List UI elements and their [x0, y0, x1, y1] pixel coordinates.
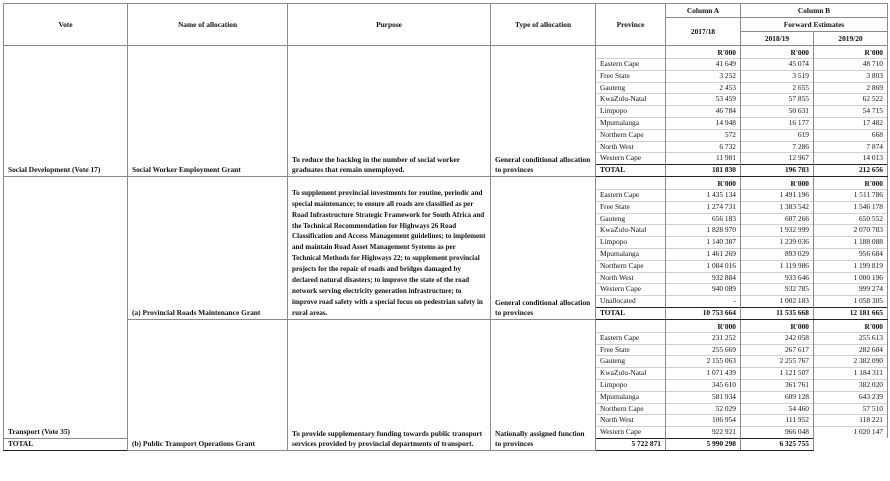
value-2017-18: 53 459	[666, 94, 741, 106]
allocation-table	[3, 3, 888, 451]
value-2018-19: 1 491 196	[741, 189, 814, 201]
value-2017-18: 1 828 970	[666, 225, 741, 237]
value-2018-19: 932 785	[741, 284, 814, 296]
value-2019-20: 282 604	[814, 344, 888, 356]
value-2017-18: 656 183	[666, 213, 741, 225]
total-2018-19: 5 990 298	[666, 438, 741, 450]
value-2017-18: 572	[666, 129, 741, 141]
province-name: Eastern Cape	[596, 332, 666, 344]
table-body	[4, 46, 888, 451]
province-name: Gauteng	[596, 213, 666, 225]
value-2019-20: 1 058 305	[814, 296, 888, 308]
value-2017-18: 2 453	[666, 82, 741, 94]
header-year-a: 2017/18	[666, 18, 741, 46]
province-blank	[596, 319, 666, 332]
value-2018-19: 16 177	[741, 117, 814, 129]
value-2017-18: 14 948	[666, 117, 741, 129]
value-2017-18: 1 084 016	[666, 260, 741, 272]
province-name: Free State	[596, 201, 666, 213]
value-2018-19: 609 128	[741, 391, 814, 403]
province-name: Northern Cape	[596, 403, 666, 415]
value-2018-19: 607 266	[741, 213, 814, 225]
province-name: Limpopo	[596, 379, 666, 391]
value-2018-19: 267 617	[741, 344, 814, 356]
total-label: TOTAL	[596, 165, 666, 177]
value-2018-19: 893 029	[741, 248, 814, 260]
allocation-purpose: To supplement provincial investments for routine, periodic and special maintenance; to ensure all roads are classified as per Road Infrastructure Strategic Framework for South Africa and the Technical Recommendation for Highways 26 Road Classification and Access Management guidelines; to implement and maintain Road Asset Management Systems as per Technical Methods for Highways 22; to supplement provincial projects for the repair of roads and bridges damaged by declared natural disasters; to improve the state of the road network serving electricity generation infrastructure; to improve road safety with a special focus on pedestrian safety in rural areas.	[288, 176, 491, 319]
unit-label: R'000	[666, 176, 741, 189]
value-2019-20: 54 715	[814, 106, 888, 118]
value-2019-20: 3 803	[814, 70, 888, 82]
value-2019-20: 643 239	[814, 391, 888, 403]
value-2019-20: 118 221	[814, 415, 888, 427]
allocation-type: Nationally assigned function to provinces	[491, 319, 596, 450]
value-2018-19: 57 855	[741, 94, 814, 106]
value-2017-18: 3 252	[666, 70, 741, 82]
value-2018-19: 1 932 999	[741, 225, 814, 237]
value-2019-20: 2 869	[814, 82, 888, 94]
province-blank	[596, 46, 666, 59]
value-2017-18: 6 732	[666, 141, 741, 153]
province-name: North West	[596, 141, 666, 153]
allocation-type: General conditional allocation to provinces	[491, 176, 596, 319]
allocation-name: Social Worker Employment Grant	[128, 46, 288, 177]
value-2018-19: 966 048	[741, 427, 814, 439]
value-2019-20: 1 020 147	[814, 427, 888, 439]
province-name: KwaZulu-Natal	[596, 368, 666, 380]
value-2019-20: 57 510	[814, 403, 888, 415]
province-name: Northern Cape	[596, 129, 666, 141]
value-2017-18: 1 071 439	[666, 368, 741, 380]
total-2018-19: 11 535 668	[741, 307, 814, 319]
value-2018-19: 242 058	[741, 332, 814, 344]
unit-row	[4, 46, 888, 59]
province-name: Mpumalanga	[596, 391, 666, 403]
header-province: Province	[596, 4, 666, 46]
province-name: Unallocated	[596, 296, 666, 308]
value-2019-20: 255 613	[814, 332, 888, 344]
value-2018-19: 54 460	[741, 403, 814, 415]
header-year-b2: 2019/20	[814, 32, 888, 46]
province-name: Limpopo	[596, 237, 666, 249]
unit-label: R'000	[741, 176, 814, 189]
unit-label: R'000	[741, 319, 814, 332]
value-2017-18: 581 934	[666, 391, 741, 403]
unit-row	[4, 176, 888, 189]
value-2019-20: 7 874	[814, 141, 888, 153]
value-2019-20: 62 522	[814, 94, 888, 106]
total-2019-20: 212 656	[814, 165, 888, 177]
value-2017-18: 106 954	[666, 415, 741, 427]
value-2019-20: 48 710	[814, 59, 888, 71]
unit-row	[4, 319, 888, 332]
value-2017-18: 345 610	[666, 379, 741, 391]
allocation-purpose: To reduce the backlog in the number of social worker graduates that remain unemployed.	[288, 46, 491, 177]
province-name: Limpopo	[596, 106, 666, 118]
vote-cell: Social Development (Vote 17)	[4, 46, 128, 177]
value-2018-19: 361 761	[741, 379, 814, 391]
unit-label: R'000	[814, 46, 888, 59]
province-name: Mpumalanga	[596, 117, 666, 129]
value-2019-20: 1 199 819	[814, 260, 888, 272]
value-2018-19: 1 119 986	[741, 260, 814, 272]
value-2018-19: 7 286	[741, 141, 814, 153]
header-year-b1: 2018/19	[741, 32, 814, 46]
allocation-table-container	[3, 3, 887, 451]
province-name: Western Cape	[596, 284, 666, 296]
value-2019-20: 2 382 090	[814, 356, 888, 368]
province-name: Western Cape	[596, 427, 666, 439]
value-2017-18: 2 155 063	[666, 356, 741, 368]
value-2019-20: 1 000 196	[814, 272, 888, 284]
value-2018-19: 1 121 507	[741, 368, 814, 380]
total-2017-18: 10 753 664	[666, 307, 741, 319]
header-column-b: Column B	[741, 4, 888, 18]
total-label: TOTAL	[596, 307, 666, 319]
unit-label: R'000	[666, 319, 741, 332]
allocation-type: General conditional allocation to provinces	[491, 46, 596, 177]
header-forward-estimates: Forward Estimates	[741, 18, 888, 32]
province-name: Mpumalanga	[596, 248, 666, 260]
province-name: Northern Cape	[596, 260, 666, 272]
value-2018-19: 12 967	[741, 153, 814, 165]
value-2019-20: 668	[814, 129, 888, 141]
province-name: Free State	[596, 70, 666, 82]
value-2019-20: 956 684	[814, 248, 888, 260]
value-2017-18: 41 649	[666, 59, 741, 71]
header-purpose: Purpose	[288, 4, 491, 46]
value-2019-20: 17 482	[814, 117, 888, 129]
province-name: North West	[596, 272, 666, 284]
province-name: KwaZulu-Natal	[596, 225, 666, 237]
value-2017-18: 1 140 387	[666, 237, 741, 249]
value-2017-18: 255 669	[666, 344, 741, 356]
value-2019-20: 382 020	[814, 379, 888, 391]
unit-label: R'000	[741, 46, 814, 59]
value-2019-20: 2 070 783	[814, 225, 888, 237]
total-2018-19: 196 783	[741, 165, 814, 177]
value-2017-18: 52 029	[666, 403, 741, 415]
province-name: Gauteng	[596, 356, 666, 368]
total-label: TOTAL	[4, 438, 128, 450]
value-2018-19: 45 074	[741, 59, 814, 71]
header-type: Type of allocation	[491, 4, 596, 46]
total-2017-18: 181 830	[666, 165, 741, 177]
value-2017-18: 231 252	[666, 332, 741, 344]
province-name: KwaZulu-Natal	[596, 94, 666, 106]
value-2019-20: 1 188 088	[814, 237, 888, 249]
total-2019-20: 12 181 665	[814, 307, 888, 319]
header-column-a: Column A	[666, 4, 741, 18]
value-2018-19: 1 239 036	[741, 237, 814, 249]
value-2017-18: 11 981	[666, 153, 741, 165]
allocation-name: (a) Provincial Roads Maintenance Grant	[128, 176, 288, 319]
value-2019-20: 1 546 178	[814, 201, 888, 213]
value-2017-18: 932 884	[666, 272, 741, 284]
value-2018-19: 1 383 542	[741, 201, 814, 213]
value-2017-18: 46 784	[666, 106, 741, 118]
value-2017-18: 1 461 269	[666, 248, 741, 260]
allocation-name: (b) Public Transport Operations Grant	[128, 319, 288, 450]
header-vote: Vote	[4, 4, 128, 46]
header-name: Name of allocation	[128, 4, 288, 46]
value-2018-19: 933 646	[741, 272, 814, 284]
value-2019-20: 1 511 786	[814, 189, 888, 201]
total-2019-20: 6 325 755	[741, 438, 814, 450]
province-name: Gauteng	[596, 82, 666, 94]
value-2019-20: 14 013	[814, 153, 888, 165]
value-2018-19: 2 255 767	[741, 356, 814, 368]
value-2018-19: 2 655	[741, 82, 814, 94]
value-2017-18: 1 435 134	[666, 189, 741, 201]
province-name: Eastern Cape	[596, 59, 666, 71]
value-2017-18: 922 921	[666, 427, 741, 439]
province-name: Free State	[596, 344, 666, 356]
value-2017-18: -	[666, 296, 741, 308]
value-2017-18: 940 089	[666, 284, 741, 296]
value-2018-19: 3 519	[741, 70, 814, 82]
value-2018-19: 50 631	[741, 106, 814, 118]
value-2019-20: 999 274	[814, 284, 888, 296]
province-name: Western Cape	[596, 153, 666, 165]
value-2017-18: 1 274 731	[666, 201, 741, 213]
total-2017-18: 5 722 871	[596, 438, 666, 450]
unit-label: R'000	[814, 319, 888, 332]
unit-label: R'000	[814, 176, 888, 189]
value-2018-19: 111 952	[741, 415, 814, 427]
unit-label: R'000	[666, 46, 741, 59]
value-2019-20: 650 552	[814, 213, 888, 225]
vote-cell: Transport (Vote 35)	[4, 176, 128, 438]
value-2018-19: 619	[741, 129, 814, 141]
province-name: North West	[596, 415, 666, 427]
province-name: Eastern Cape	[596, 189, 666, 201]
allocation-purpose: To provide supplementary funding towards public transport services provided by provincial departments of transport.	[288, 319, 491, 450]
value-2019-20: 1 184 311	[814, 368, 888, 380]
value-2018-19: 1 002 183	[741, 296, 814, 308]
province-blank	[596, 176, 666, 189]
